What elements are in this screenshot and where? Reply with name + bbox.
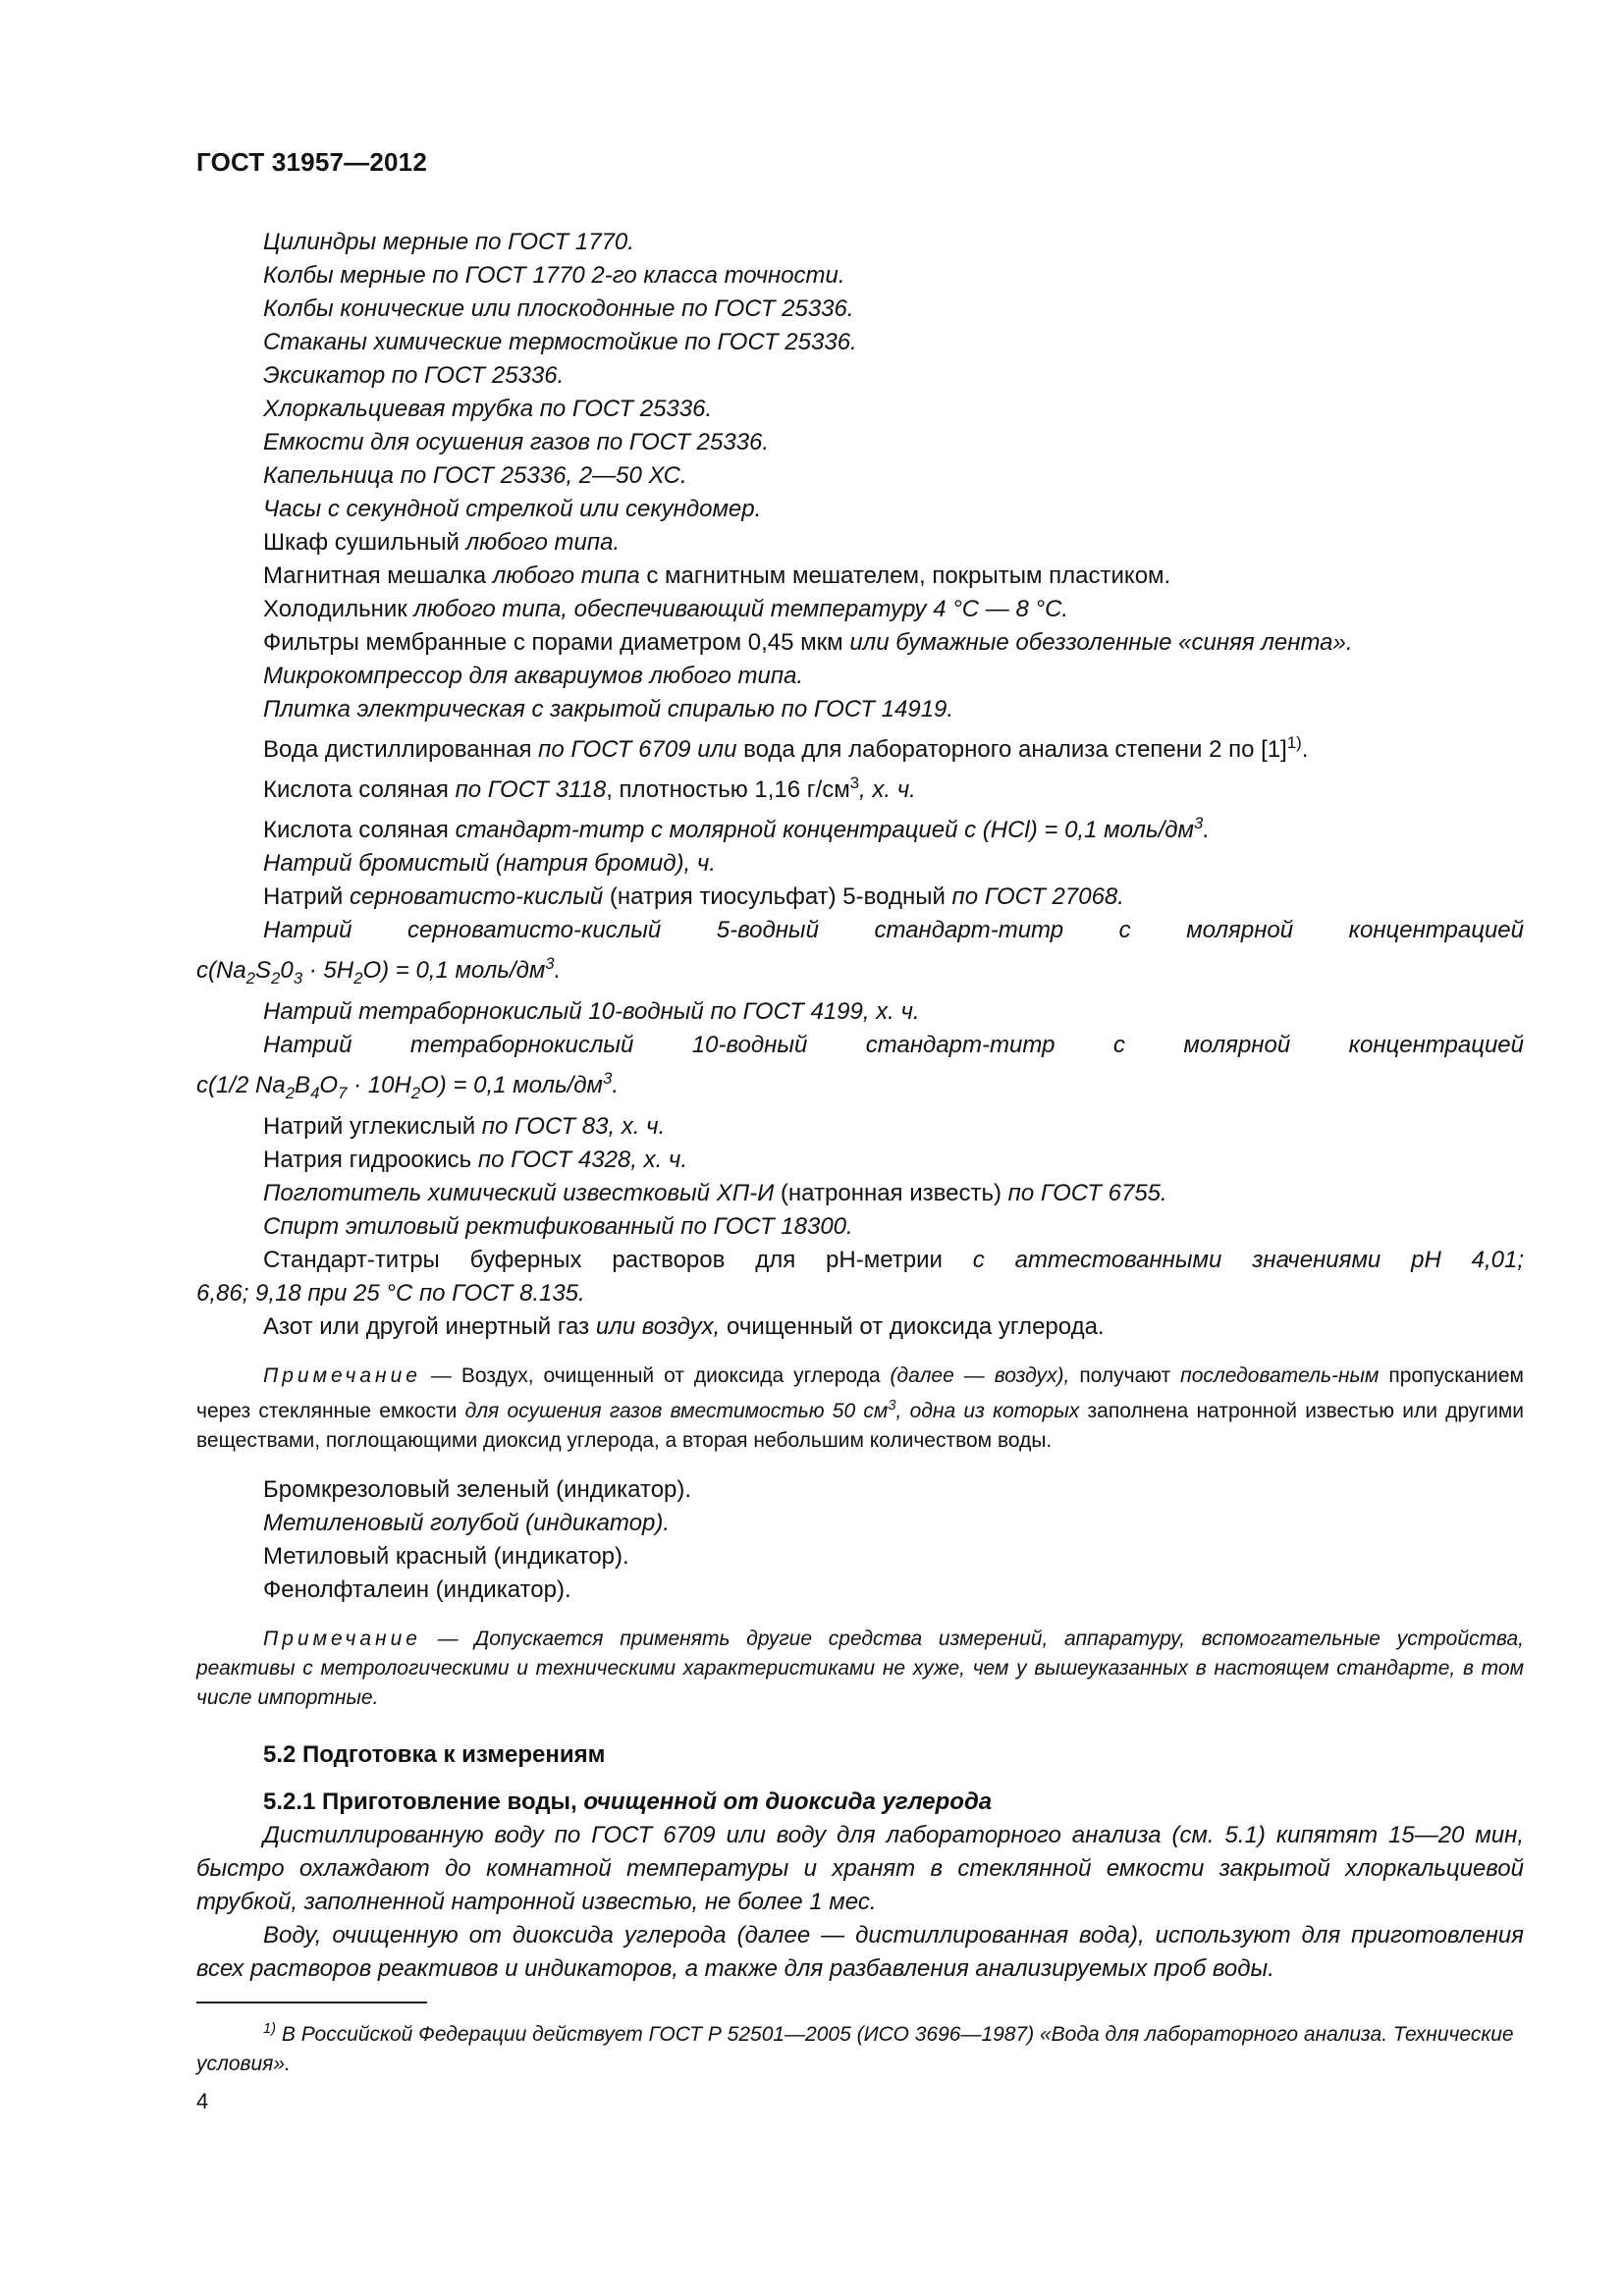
subsection-title: 5.2.1 Приготовление воды, очищенной от диоксида углерода	[263, 1788, 993, 1815]
list-item: Бромкрезоловый зеленый (индикатор).	[263, 1475, 692, 1503]
list-item: Цилиндры мерные по ГОСТ 1770.	[263, 229, 634, 255]
list-item: Натрия гидроокись по ГОСТ 4328, х. ч.	[263, 1146, 688, 1173]
footnote-divider	[196, 2002, 427, 2003]
list-item: Спирт этиловый ректификованный по ГОСТ 18300.	[263, 1212, 853, 1240]
formula: c(1/2 $Na_2B_4O_7 \cdot 10H_2O) = 0,1$ моль/$дм^3$.	[196, 1068, 619, 1102]
list-item: Часы с секундной стрелкой или секундомер.	[263, 496, 762, 522]
list-item: Метиловый красный (индикатор).	[263, 1542, 629, 1570]
paragraph: Воду, очищенную от диоксида углерода (далее — дистиллированная вода), используют для приготовления всех растворов реактивов и индикаторов, а также для разбавления анализируемых проб воды.	[196, 1921, 1524, 1982]
list-item: Фенолфталеин (индикатор).	[263, 1575, 571, 1603]
list-item: Метиленовый голубой (индикатор).	[263, 1509, 671, 1536]
list-item: Стаканы химические термостойкие по ГОСТ 25336.	[263, 329, 857, 355]
list-item: Шкаф сушильный любого типа.	[263, 529, 621, 556]
list-item: Хлоркальциевая трубка по ГОСТ 25336.	[263, 396, 713, 422]
document-body	[196, 226, 1524, 1986]
list-item: Капельница по ГОСТ 25336, 2—50 ХС.	[263, 462, 687, 489]
list-item: Фильтры мембранные с порами диаметром 0,45 мкм или бумажные обеззоленные «синяя лента».	[263, 629, 1353, 656]
list-item: Натрий серноватисто-кислый 5-водный стандарт-титр с молярной концентрацией	[263, 917, 1524, 943]
formula: $c(Na_2S_20_3 \cdot 5H_2O) = 0,1$ моль/$дм^3$.	[196, 954, 562, 988]
footnote: $^{1)}$ В Российской Федерации действует ГОСТ Р 52501—2005 (ИСО 3696—1987) «Вода для лабораторного анализа. Технические условия».	[196, 2021, 1514, 2075]
list-item: Эксикатор по ГОСТ 25336.	[263, 362, 565, 389]
list-item: Кислота соляная по ГОСТ 3118, плотностью 1,16 $г/см^3$, х. ч.	[263, 774, 916, 803]
list-item: Холодильник любого типа, обеспечивающий температуру 4 °С — 8 °С.	[263, 596, 1069, 622]
list-item: Плитка электрическая с закрытой спиралью по ГОСТ 14919.	[263, 696, 954, 722]
list-item: 6,86; 9,18 при 25 °С по ГОСТ 8.135.	[196, 1279, 585, 1307]
list-item: Колбы мерные по ГОСТ 1770 2-го класса точности.	[263, 262, 845, 289]
list-item: Кислота соляная стандарт-титр с молярной концентрацией с (HCl) = 0,1 моль/$дм^3$.	[263, 814, 1210, 843]
list-item: Натрий тетраборнокислый 10-водный стандарт-титр с молярной концентрацией	[263, 1031, 1524, 1058]
list-item: Натрий тетраборнокислый 10-водный по ГОСТ 4199, х. ч.	[263, 997, 920, 1025]
list-item: Колбы конические или плоскодонные по ГОСТ 25336.	[263, 295, 854, 322]
list-item: Поглотитель химический известковый ХП-И (натронная известь) по ГОСТ 6755.	[263, 1179, 1167, 1206]
list-item: Натрий бромистый (натрия бромид), ч.	[263, 850, 716, 877]
list-item: Азот или другой инертный газ или воздух, очищенный от диоксида углерода.	[263, 1312, 1105, 1340]
list-item: Магнитная мешалка любого типа с магнитным мешателем, покрытым пластиком.	[263, 562, 1171, 589]
document-header: ГОСТ 31957—2012	[196, 147, 427, 177]
note: Примечание — Допускается применять другие средства измерений, аппаратуру, вспомогательные устройства, реактивы с метрологическими и техническими характеристиками не хуже, чем у вышеуказанных в настоящем стандарте, в том числе импортные.	[196, 1627, 1524, 1709]
paragraph: Дистиллированную воду по ГОСТ 6709 или воду для лабораторного анализа (см. 5.1) кипятят 15—20 мин, быстро охлаждают до комнатной температуры и хранят в стеклянной емкости закрытой хлоркальциевой трубкой, заполненной натронной известью, не более 1 мес.	[196, 1821, 1524, 1915]
list-item: Вода дистиллированная по ГОСТ 6709 или вода для лабораторного анализа степени 2 по $[1]^{1)}$.	[263, 733, 1309, 763]
list-item: Натрий углекислый по ГОСТ 83, х. ч.	[263, 1112, 666, 1140]
list-item: Стандарт-титры буферных растворов для рН-метрии с аттестованными значениями рН 4,01;	[263, 1246, 1525, 1273]
note: Примечание — Воздух, очищенный от диоксида углерода (далее — воздух), получают последователь-ным пропусканием через стеклянные емкости для осушения газов вместимостью 50 $см^3$, одна из которых заполнена натронной известью или другими веществами, поглощающими диоксид углерода, а вторая небольшим количеством воды.	[196, 1363, 1524, 1452]
list-item: Емкости для осушения газов по ГОСТ 25336.	[263, 429, 770, 455]
list-item: Натрий серноватисто-кислый (натрия тиосульфат) 5-водный по ГОСТ 27068.	[263, 883, 1124, 910]
section-title: 5.2 Подготовка к измерениям	[263, 1740, 606, 1768]
page-number: 4	[196, 2089, 209, 2113]
list-item: Микрокомпрессор для аквариумов любого типа.	[263, 663, 804, 689]
